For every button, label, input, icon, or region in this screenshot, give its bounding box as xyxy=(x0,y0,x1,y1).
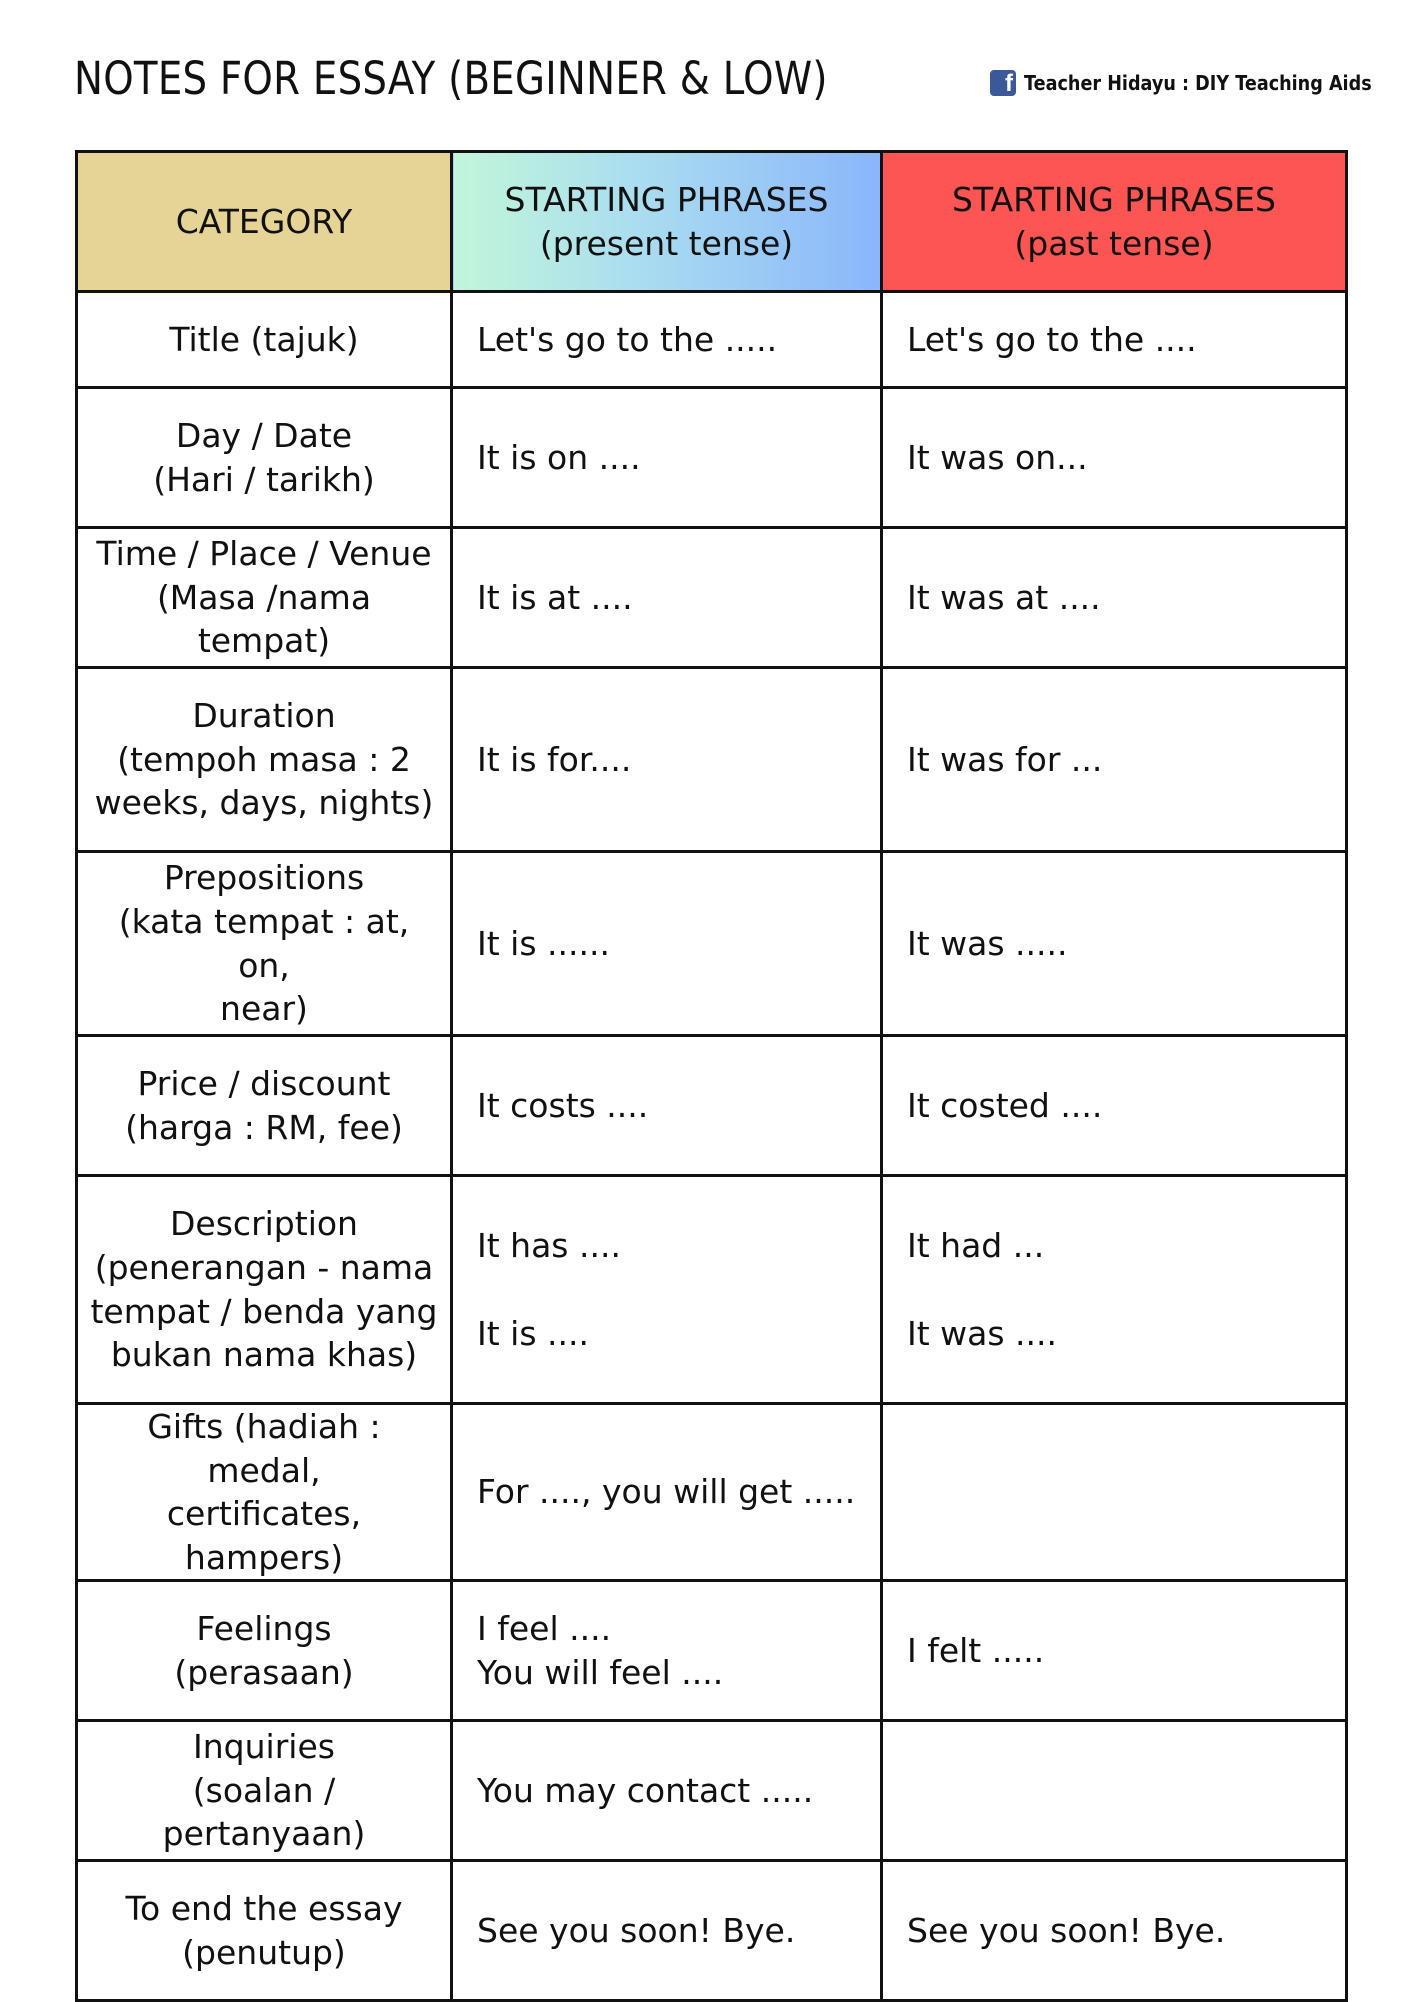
category-text: (harga : RM, fee) xyxy=(125,1107,403,1147)
category-text: (Hari / tarikh) xyxy=(153,459,375,499)
category-text: (tempoh masa : 2 xyxy=(117,739,411,779)
table-row xyxy=(77,528,1347,668)
present-phrase-cell xyxy=(452,1581,882,1721)
category-cell xyxy=(77,852,452,1036)
table-row xyxy=(77,1861,1347,2001)
present-phrase-text: Let's go to the ..... xyxy=(477,319,778,359)
table-row xyxy=(77,852,1347,1036)
category-cell xyxy=(77,1721,452,1861)
past-phrase-text: It was on... xyxy=(907,437,1088,477)
present-phrase-cell xyxy=(452,1404,882,1581)
present-phrase-text: For ...., you will get ..... xyxy=(477,1472,856,1512)
category-cell xyxy=(77,1581,452,1721)
category-text: Description xyxy=(170,1204,358,1244)
present-phrase-cell xyxy=(452,292,882,388)
past-phrase-cell xyxy=(882,1404,1347,1581)
past-phrase-cell xyxy=(882,1036,1347,1176)
phrase-spacer xyxy=(907,1268,1321,1312)
present-phrase-text: It is for.... xyxy=(477,739,632,779)
past-phrase-text: It costed .... xyxy=(907,1085,1103,1125)
category-cell xyxy=(77,1404,452,1581)
past-phrase-text: It had ... xyxy=(907,1225,1045,1265)
present-phrase-text: It has .... xyxy=(477,1225,621,1265)
past-phrase-cell xyxy=(882,528,1347,668)
present-phrase-text: It is on .... xyxy=(477,437,641,477)
category-text: Prepositions xyxy=(163,858,365,898)
column-header-present-title: STARTING PHRASES xyxy=(504,179,829,219)
phrase-spacer xyxy=(477,1268,856,1312)
present-phrase-cell xyxy=(452,852,882,1036)
category-cell xyxy=(77,668,452,852)
column-header-past-sub: (past tense) xyxy=(1014,223,1214,263)
present-phrase-text: You may contact ..... xyxy=(477,1770,814,1810)
table-row xyxy=(77,668,1347,852)
category-text: Title (tajuk) xyxy=(169,319,359,359)
past-phrase-cell xyxy=(882,668,1347,852)
category-text: weeks, days, nights) xyxy=(94,783,434,823)
credit xyxy=(990,70,1414,96)
essay-notes-table xyxy=(75,150,1348,2002)
present-phrase-text: I feel .... xyxy=(477,1609,612,1649)
category-text: (Masa /nama tempat) xyxy=(156,577,372,661)
column-header-category: CATEGORY xyxy=(77,152,452,292)
present-phrase-cell xyxy=(452,1176,882,1404)
past-phrase-cell xyxy=(882,1581,1347,1721)
category-cell xyxy=(77,292,452,388)
table-row xyxy=(77,1036,1347,1176)
past-phrase-text: I felt ..... xyxy=(907,1630,1045,1670)
category-cell xyxy=(77,388,452,528)
category-text: To end the essay xyxy=(125,1889,403,1929)
column-header-past-title: STARTING PHRASES xyxy=(952,179,1276,219)
past-phrase-cell xyxy=(882,1861,1347,2001)
past-phrase-text: Let's go to the .... xyxy=(907,319,1197,359)
category-text: Gifts (hadiah : medal, xyxy=(147,1407,381,1490)
category-cell xyxy=(77,528,452,668)
table-header-row xyxy=(77,152,1347,292)
past-phrase-cell xyxy=(882,1721,1347,1861)
category-text: (soalan / pertanyaan) xyxy=(162,1770,366,1854)
past-phrase-cell xyxy=(882,388,1347,528)
past-phrase-cell xyxy=(882,292,1347,388)
category-cell xyxy=(77,1861,452,2001)
present-phrase-cell xyxy=(452,528,882,668)
category-text: (kata tempat : at, on, xyxy=(118,901,410,985)
category-text: Feelings xyxy=(196,1609,332,1649)
category-text: (perasaan) xyxy=(174,1652,354,1692)
table-row xyxy=(77,1176,1347,1404)
category-text: (penerangan - nama xyxy=(94,1247,434,1287)
table-row xyxy=(77,1581,1347,1721)
past-phrase-cell xyxy=(882,852,1347,1036)
column-header-past xyxy=(882,152,1347,292)
past-phrase-text: It was for ... xyxy=(907,739,1103,779)
present-phrase-cell xyxy=(452,1036,882,1176)
past-phrase-text: It was ..... xyxy=(907,923,1068,963)
table-row xyxy=(77,292,1347,388)
category-text: near) xyxy=(220,989,308,1029)
category-text: Price / discount xyxy=(137,1063,391,1103)
column-header-present xyxy=(452,152,882,292)
present-phrase-cell xyxy=(452,1721,882,1861)
table-row xyxy=(77,388,1347,528)
present-phrase-cell xyxy=(452,1861,882,2001)
table-row xyxy=(77,1721,1347,1861)
present-phrase-text: It is at .... xyxy=(477,577,633,617)
facebook-icon: f xyxy=(990,70,1016,96)
present-phrase-text: It costs .... xyxy=(477,1085,649,1125)
credit-text: Teacher Hidayu : DIY Teaching Aids xyxy=(1024,71,1372,95)
category-text: Inquiries xyxy=(193,1727,335,1767)
category-text: bukan nama khas) xyxy=(110,1335,418,1375)
present-phrase-cell xyxy=(452,668,882,852)
past-phrase-text: It was .... xyxy=(907,1313,1058,1353)
category-text: certificates, hampers) xyxy=(166,1494,362,1577)
table-row xyxy=(77,1404,1347,1581)
present-phrase-text: It is ...... xyxy=(477,923,610,963)
present-phrase-text: It is .... xyxy=(477,1313,589,1353)
present-phrase-text: You will feel .... xyxy=(477,1652,724,1692)
present-phrase-text: See you soon! Bye. xyxy=(477,1910,796,1950)
category-text: (penutup) xyxy=(182,1932,346,1972)
past-phrase-cell xyxy=(882,1176,1347,1404)
past-phrase-text: It was at .... xyxy=(907,577,1101,617)
category-cell xyxy=(77,1036,452,1176)
category-text: Time / Place / Venue xyxy=(96,534,432,574)
category-text: tempat / benda yang xyxy=(90,1291,438,1331)
present-phrase-cell xyxy=(452,388,882,528)
category-cell xyxy=(77,1176,452,1404)
page-title: NOTES FOR ESSAY (BEGINNER & LOW) xyxy=(74,52,828,105)
category-text: Duration xyxy=(192,696,336,736)
category-text: Day / Date xyxy=(175,415,353,455)
past-phrase-text: See you soon! Bye. xyxy=(907,1910,1226,1950)
column-header-present-sub: (present tense) xyxy=(539,223,794,263)
